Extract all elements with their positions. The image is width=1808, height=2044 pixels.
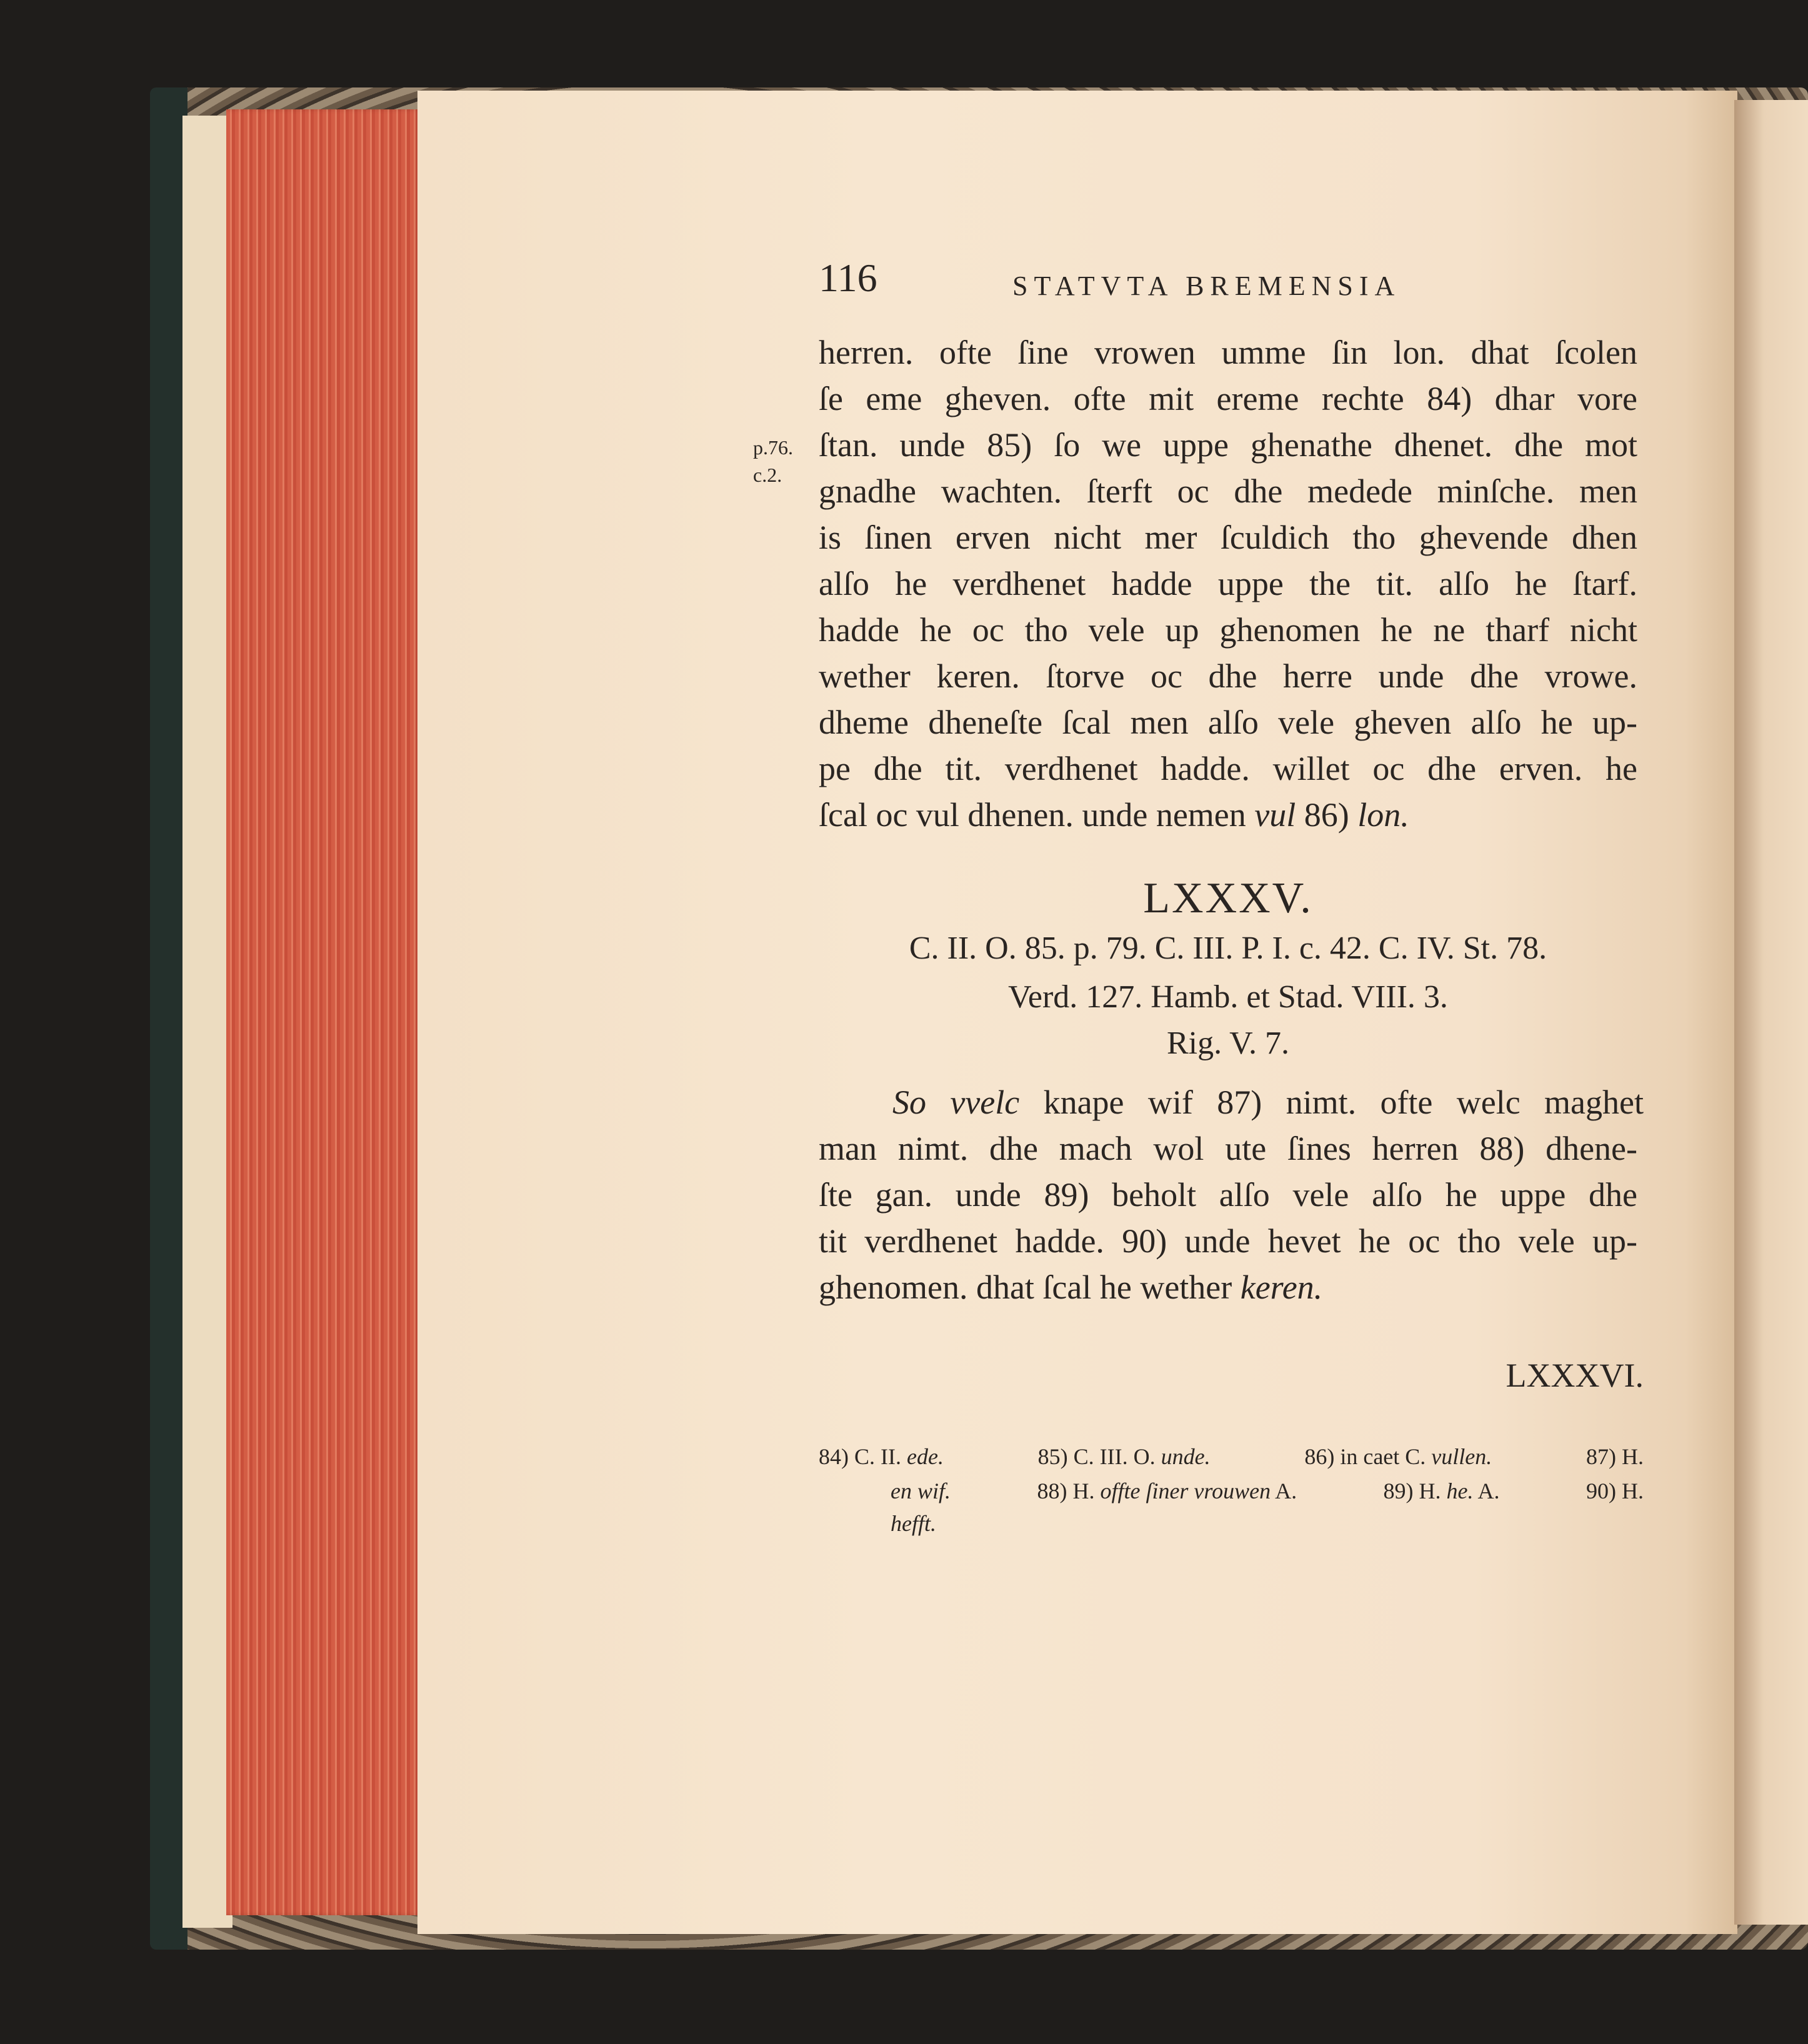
- margin-note-column: c.2.: [753, 464, 782, 486]
- footnote-84: 84) C. II. ede.: [819, 1444, 944, 1469]
- text-line-last: [819, 1264, 1322, 1310]
- text-line: ſe eme gheven. ofte mit ereme rechte 84) dhar vore: [819, 380, 1637, 417]
- footnote-86: 86) in caet C. vullen.: [1304, 1444, 1492, 1469]
- text-line: herren. ofte ſine vrowen umme ſin lon. dhat ſcolen: [819, 334, 1637, 371]
- footnote-line: [891, 1475, 1644, 1507]
- concordance-line: Verd. 127. Hamb. et Stad. VIII. 3.: [1008, 979, 1448, 1015]
- text-line-last: [819, 792, 1409, 838]
- text-line: gnadhe wachten. ſterft oc dhe medede minſche. men: [819, 472, 1637, 510]
- text-span: knape wif 87) nimt. ofte welc maghet: [1019, 1084, 1644, 1121]
- text-line-first: [892, 1079, 1644, 1125]
- footnote-89: 89) H. he. A.: [1383, 1478, 1500, 1503]
- text-line: ſtan. unde 85) ſo we uppe ghenathe dhenet. dhe mot: [819, 426, 1637, 464]
- catchword: LXXXVI.: [1506, 1357, 1644, 1394]
- footnote-87-cont: en wif.: [891, 1478, 951, 1503]
- text-line: wether keren. ſtorve oc dhe herre unde dhe vrowe.: [819, 657, 1637, 695]
- concordance-line: C. II. O. 85. p. 79. C. III. P. I. c. 42. C. IV. St. 78.: [909, 930, 1547, 966]
- text-line: alſo he verdhenet hadde uppe the tit. alſo he ſtarf.: [819, 565, 1637, 602]
- page-number: 116: [819, 256, 877, 300]
- page-block-edge: [226, 109, 421, 1915]
- text-line: man nimt. dhe mach wol ute ſines herren 88) dhene-: [819, 1130, 1637, 1167]
- margin-note-page: p.76.: [753, 436, 793, 459]
- text-line: pe dhe tit. verdhenet hadde. willet oc dhe erven. he: [819, 750, 1637, 787]
- footnote-90: 90) H.: [1586, 1478, 1644, 1503]
- italic-word: vul: [1254, 796, 1296, 834]
- footnote-line: [891, 1507, 1644, 1540]
- book-spine-binding: [150, 87, 187, 1950]
- text-span: 86): [1296, 796, 1358, 834]
- running-title: STATVTA BREMENSIA: [1012, 271, 1401, 301]
- italic-word: So vvelc: [892, 1084, 1020, 1121]
- endpaper: [182, 116, 232, 1928]
- italic-word: keren.: [1240, 1269, 1323, 1306]
- text-line: dheme dheneſte ſcal men alſo vele gheven alſo he up-: [819, 704, 1637, 741]
- footnote-90-cont: hefft.: [891, 1511, 936, 1536]
- text-span: ſcal oc vul dhenen. unde nemen: [819, 796, 1255, 834]
- text-line: is ſinen erven nicht mer ſculdich tho ghevende dhen: [819, 519, 1637, 556]
- text-line: ſte gan. unde 89) beholt alſo vele alſo he uppe dhe: [819, 1176, 1637, 1214]
- concordance-line: Rig. V. 7.: [1166, 1025, 1290, 1061]
- facing-page-edge: [1734, 100, 1808, 1925]
- footnote-87: 87) H.: [1586, 1444, 1644, 1469]
- footnote-line: [819, 1440, 1644, 1473]
- footnote-85: 85) C. III. O. unde.: [1037, 1444, 1211, 1469]
- text-span: ghenomen. dhat ſcal he wether: [819, 1269, 1241, 1306]
- text-line: tit verdhenet hadde. 90) unde hevet he oc tho vele up-: [819, 1222, 1637, 1260]
- section-heading: LXXXV.: [1143, 874, 1313, 922]
- text-line: hadde he oc tho vele up ghenomen he ne tharf nicht: [819, 611, 1637, 649]
- italic-word: lon.: [1357, 796, 1409, 834]
- footnote-88: 88) H. offte ſiner vrouwen A.: [1037, 1478, 1297, 1503]
